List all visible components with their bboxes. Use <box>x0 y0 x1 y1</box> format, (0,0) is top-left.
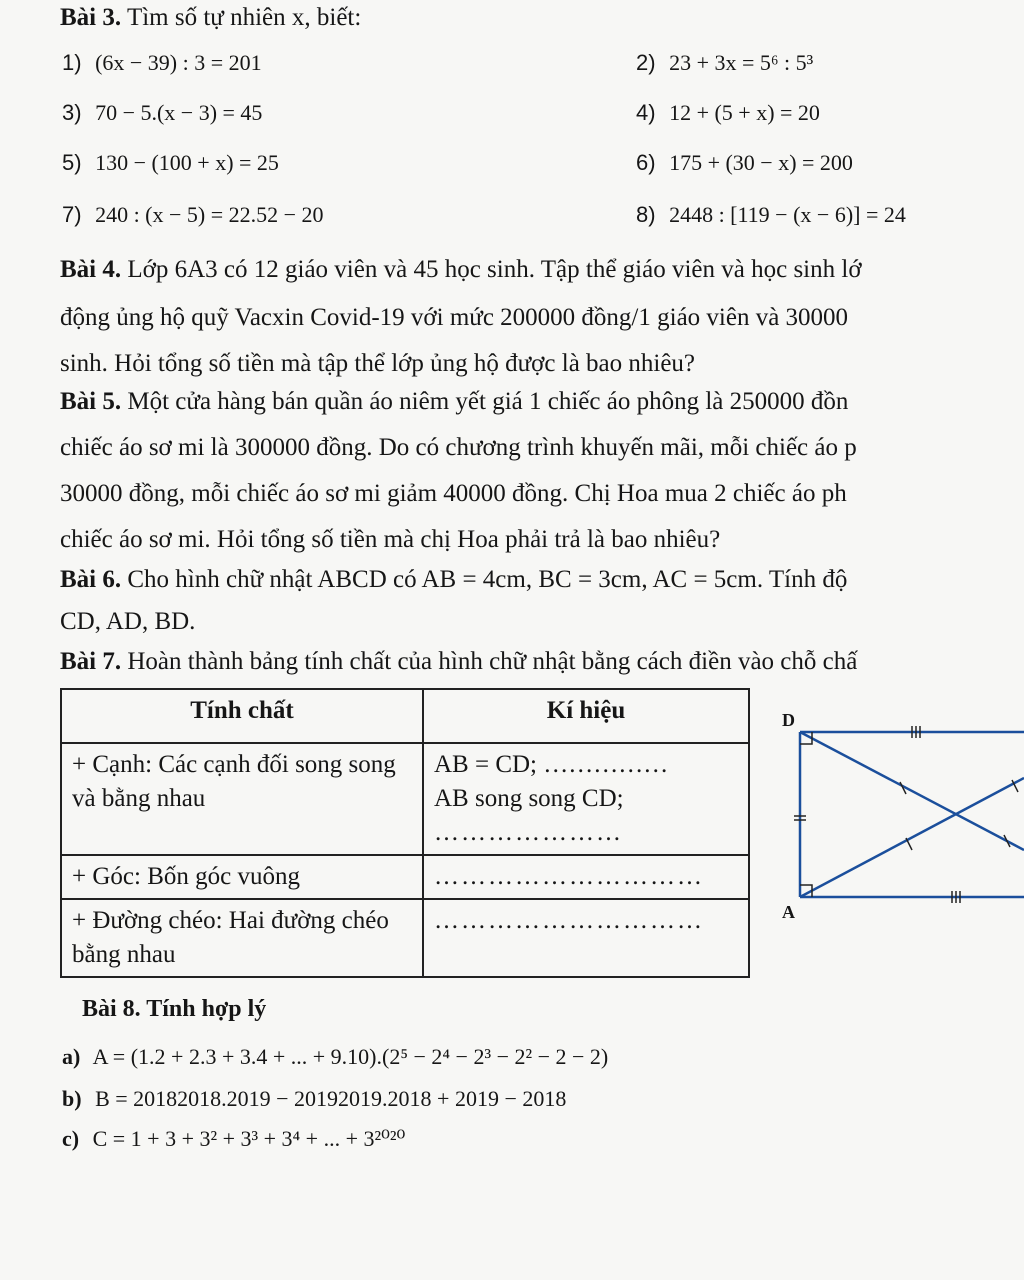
table-header-row <box>61 689 749 743</box>
bai3-title: Bài 3. <box>60 4 122 31</box>
equation: 175 + (30 − x) = 200 <box>669 150 853 175</box>
bai5-title: Bài 5. <box>60 388 122 415</box>
bai3-item-2 <box>636 50 813 76</box>
table-row <box>61 743 749 855</box>
paragraph-text: Cho hình chữ nhật ABCD có AB = 4cm, BC = 3cm, AC = 5cm. Tính độ <box>127 566 848 593</box>
item-number: 8) <box>636 202 656 227</box>
bai7-title: Bài 7. <box>60 648 122 675</box>
bai8-item-a <box>62 1044 608 1070</box>
equation: 12 + (5 + x) = 20 <box>669 100 820 125</box>
item-number: 4) <box>636 100 656 125</box>
paragraph-text: Hoàn thành bảng tính chất của hình chữ nhật bằng cách điền vào chỗ chấ <box>127 648 858 675</box>
diagonal-db <box>800 732 1024 850</box>
header-symbol: Kí hiệu <box>423 689 749 743</box>
table-row <box>61 855 749 899</box>
bai8-item-b <box>62 1086 566 1112</box>
item-number: 7) <box>62 202 82 227</box>
label-d: D <box>782 710 795 730</box>
bai3-item-6 <box>636 150 853 176</box>
bai3-item-8 <box>636 202 906 228</box>
bai3-heading <box>60 4 361 32</box>
bai3-item-7 <box>62 202 324 228</box>
equation: 130 − (100 + x) = 25 <box>95 150 279 175</box>
item-number: 6) <box>636 150 656 175</box>
bai3-item-4 <box>636 100 820 126</box>
paragraph-text: Lớp 6A3 có 12 giáo viên và 45 học sinh. Tập thể giáo viên và học sinh lớ <box>127 256 862 283</box>
label-a: A <box>782 902 795 922</box>
bai7-line-1 <box>60 648 857 676</box>
expression: A = (1.2 + 2.3 + 3.4 + ... + 9.10).(2⁵ − 2⁴ − 2³ − 2² − 2 − 2) <box>92 1044 609 1069</box>
item-number: 3) <box>62 100 82 125</box>
bai4-line-2: động ủng hộ quỹ Vacxin Covid-19 với mức 200000 đồng/1 giáo viên và 30000 <box>60 304 849 331</box>
equation: 240 : (x − 5) = 22.52 − 20 <box>95 202 324 227</box>
bai3-item-1 <box>62 50 262 76</box>
properties-table <box>60 688 750 978</box>
bai8-item-c <box>62 1126 405 1152</box>
bai8-title: Bài 8. Tính hợp lý <box>82 996 267 1022</box>
bai5-line-2: chiếc áo sơ mi là 300000 đồng. Do có chương trình khuyến mãi, mỗi chiếc áo p <box>60 434 857 461</box>
item-label: b) <box>62 1086 82 1111</box>
equation: 23 + 3x = 5⁶ : 5³ <box>669 50 814 75</box>
rectangle-figure <box>760 700 1024 930</box>
expression: B = 20182018.2019 − 20192019.2018 + 2019 − 2018 <box>95 1086 567 1111</box>
bai6-line-2: CD, AD, BD. <box>60 608 196 635</box>
bai4-line-1 <box>60 256 862 284</box>
property-cell: + Đường chéo: Hai đường chéo bằng nhau <box>61 899 423 977</box>
bai6-title: Bài 6. <box>60 566 122 593</box>
property-cell: + Góc: Bốn góc vuông <box>61 855 423 899</box>
item-number: 1) <box>62 50 82 75</box>
bai4-title: Bài 4. <box>60 256 122 283</box>
bai3-item-5 <box>62 150 279 176</box>
item-number: 2) <box>636 50 656 75</box>
bai5-line-3: 30000 đồng, mỗi chiếc áo sơ mi giảm 40000 đồng. Chị Hoa mua 2 chiếc áo ph <box>60 480 847 507</box>
header-property: Tính chất <box>61 689 423 743</box>
item-label: a) <box>62 1044 81 1069</box>
fill-blank[interactable]: ………………… <box>434 819 623 846</box>
bai6-line-1 <box>60 566 847 594</box>
bai3-text: Tìm số tự nhiên x, biết: <box>126 4 362 31</box>
bai4-line-3: sinh. Hỏi tổng số tiền mà tập thể lớp ủng hộ được là bao nhiêu? <box>60 350 696 377</box>
bai3-item-3 <box>62 100 262 126</box>
table-row <box>61 899 749 977</box>
fill-blank[interactable]: ………………………… <box>423 855 749 899</box>
expression: C = 1 + 3 + 3² + 3³ + 3⁴ + ... + 3²⁰²⁰ <box>92 1126 406 1151</box>
bai5-line-4: chiếc áo sơ mi. Hỏi tổng số tiền mà chị Hoa phải trả là bao nhiêu? <box>60 526 721 553</box>
bai5-line-1 <box>60 388 848 416</box>
diagonal-ac <box>800 778 1024 897</box>
symbol-text: AB song song CD; <box>434 785 624 812</box>
equation: 2448 : [119 − (x − 6)] = 24 <box>669 202 906 227</box>
symbol-cell <box>423 743 749 855</box>
equation: 70 − 5.(x − 3) = 45 <box>95 100 263 125</box>
fill-blank[interactable]: AB = CD; …………… <box>434 751 669 778</box>
item-label: c) <box>62 1126 80 1151</box>
property-cell: + Cạnh: Các cạnh đối song song và bằng nhau <box>61 743 423 855</box>
paragraph-text: Một cửa hàng bán quần áo niêm yết giá 1 chiếc áo phông là 250000 đồn <box>127 388 849 415</box>
equation: (6x − 39) : 3 = 201 <box>95 50 262 75</box>
item-number: 5) <box>62 150 82 175</box>
fill-blank[interactable]: ………………………… <box>423 899 749 977</box>
